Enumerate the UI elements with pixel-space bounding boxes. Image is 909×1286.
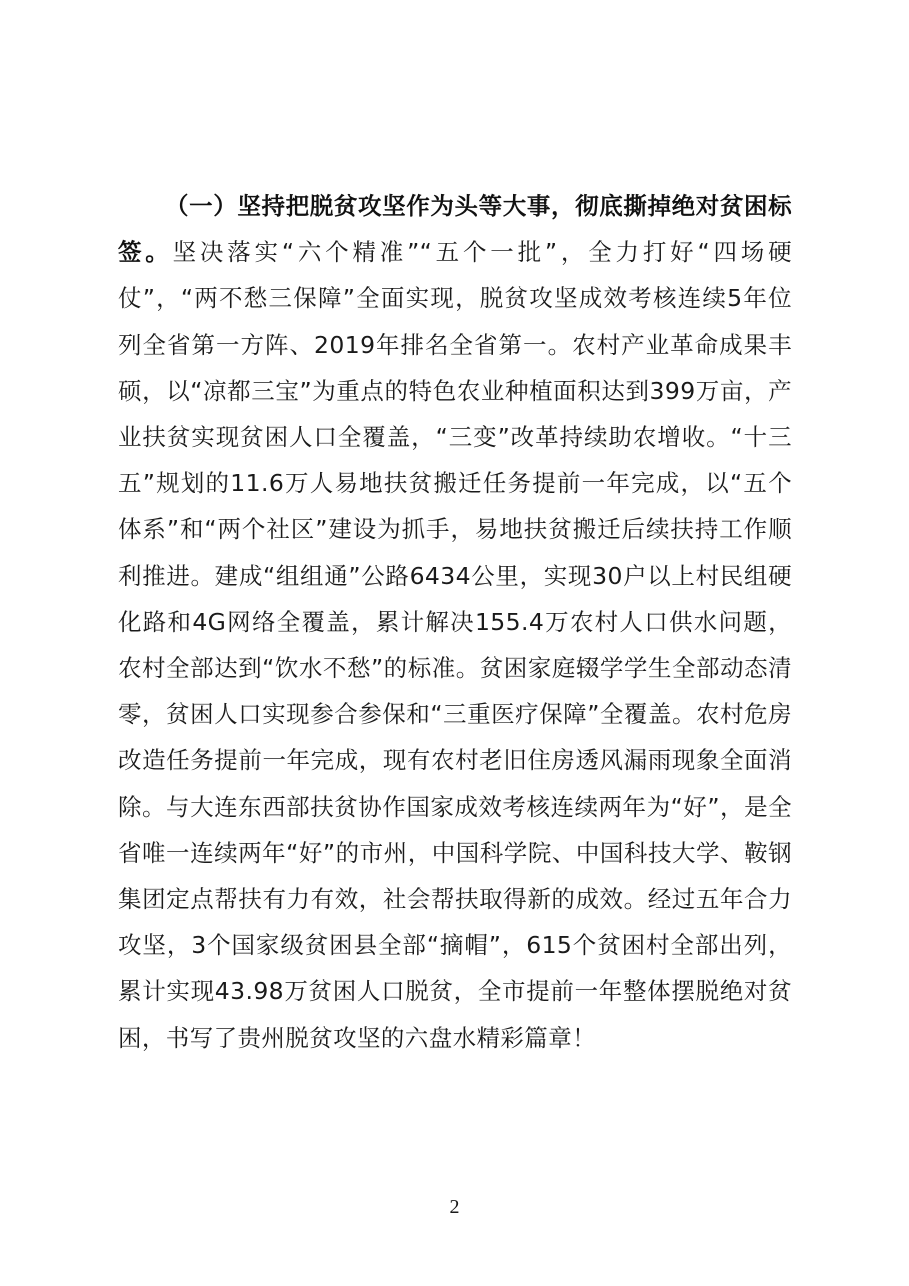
section-heading: （一）坚持把脱贫攻坚作为头等大事，彻底撕掉绝对贫困标签。: [118, 192, 792, 267]
page-number: 2: [449, 1196, 460, 1218]
paragraph-text: 坚决落实“六个精准”“五个一批”，全力打好“四场硬仗”，“两不愁三保障”全面实现，脱贫攻坚成效考核连续5年位列全省第一方阵、2019年排名全省第一。农村产业革命成果丰硕，以“凉都三宝”为重点的特色农业种植面积达到399万亩，产业扶贫实现贫困人口全覆盖，“三变”改革持续助农增收。“十三五”规划的11.6万人易地扶贫搬迁任务提前一年完成，以“五个体系”和“两个社区”建设为抓手，易地扶贫搬迁后续扶持工作顺利推进。建成“组组通”公路6434公里，实现30户以上村民组硬化路和4G网络全覆盖，累计解决155.4万农村人口供水问题，农村全部达到“饮水不愁”的标准。贫困家庭辍学学生全部动态清零，贫困人口实现参合参保和“三重医疗保障”全覆盖。农村危房改造任务提前一年完成，现有农村老旧住房透风漏雨现象全面消除。与大连东西部扶贫协作国家成效考核连续两年为“好”，是全省唯一连续两年“好”的市州，中国科学院、中国科技大学、鞍钢集团定点帮扶有力有效，社会帮扶取得新的成效。经过五年合力攻坚，3个国家级贫困县全部“摘帽”，615个贫困村全部出列，累计实现43.98万贫困人口脱贫，全市提前一年整体摆脱绝对贫困，书写了贵州脱贫攻坚的六盘水精彩篇章！: [118, 238, 792, 1052]
body-paragraph: [118, 183, 792, 1061]
